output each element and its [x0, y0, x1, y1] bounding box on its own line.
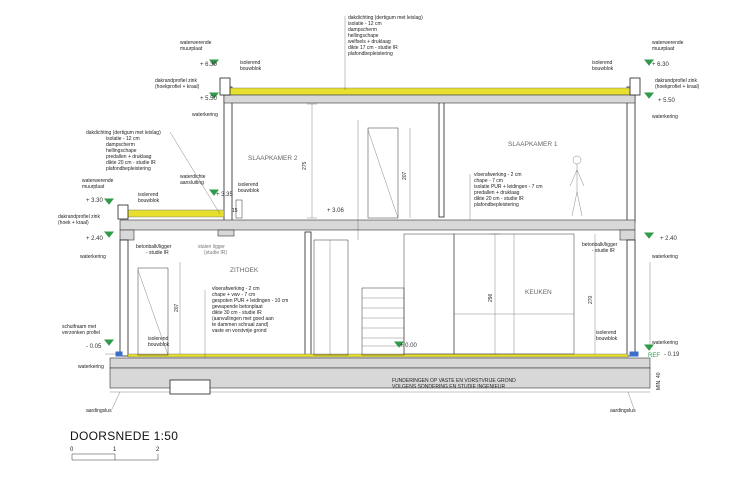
dim-15: 15: [232, 208, 238, 214]
ground-slab: [110, 358, 650, 368]
svg-text:(hoekprofiel + kraal): (hoekprofiel + kraal): [655, 84, 700, 90]
label-aardingslus-left: aardingslus: [86, 408, 112, 414]
partition-ground: [305, 232, 311, 355]
label-waterkering-ground-right: waterkering: [652, 340, 678, 346]
svg-text:bouwblok: bouwblok: [240, 66, 262, 72]
label-aardingslus-right: aardingslus: [610, 408, 636, 414]
level-306: + 3.06: [327, 208, 344, 214]
svg-text:muurplaat: muurplaat: [82, 184, 105, 190]
svg-text:bouwblok: bouwblok: [148, 342, 170, 348]
svg-text:isolatie - 12 cm: isolatie - 12 cm: [348, 21, 382, 27]
room-zithoek: ZITHOEK: [230, 267, 259, 274]
svg-text:(aanvullingen met goed aan: (aanvullingen met goed aan: [212, 316, 274, 322]
floor1-notes: [474, 172, 543, 208]
svg-text:dampscherm: dampscherm: [348, 27, 377, 33]
dim-296: 296: [488, 293, 494, 302]
label-daklijst-low: dakrandprofiel zink: [58, 214, 100, 220]
beam-right: [620, 230, 635, 240]
wall-ground-left: [120, 240, 128, 356]
label-stalen-ligger: stalen ligger: [198, 244, 225, 250]
svg-text:predallen + druklaag: predallen + druklaag: [106, 154, 152, 160]
partition-upper: [439, 102, 444, 217]
label-min40: MIN. 40: [656, 372, 662, 390]
svg-text:hellingschape: hellingschape: [348, 33, 379, 39]
label-betonbalk-right: betonbalk/ligger: [582, 242, 618, 248]
level-550-right: + 5.50: [658, 98, 675, 104]
svg-text:dikte 30 cm - studie IR: dikte 30 cm - studie IR: [212, 310, 262, 316]
room-keuken: KEUKEN: [525, 289, 552, 296]
wall-upper-left: [224, 87, 232, 222]
svg-text:vloerafwerking - 2 cm: vloerafwerking - 2 cm: [212, 286, 260, 292]
svg-text:predallen + druklaag: predallen + druklaag: [474, 190, 520, 196]
level-550-left: + 5.50: [200, 96, 217, 102]
svg-text:bouwblok: bouwblok: [238, 188, 260, 194]
ground-finish: [128, 354, 628, 357]
label-waterkering-right2: waterkering: [652, 254, 678, 260]
wall-upper-right: [627, 87, 635, 222]
roof-parapet-left: [220, 78, 230, 95]
ground-floor-notes: [212, 286, 288, 334]
door-hall: [314, 240, 348, 355]
svg-text:chape + vwv - 7 cm: chape + vwv - 7 cm: [212, 292, 256, 298]
scale-label-2: 2: [156, 447, 160, 453]
label-betonbalk-left: betonbalk/ligger: [136, 244, 172, 250]
kitchen-tall-units: [404, 234, 454, 354]
label-bouwblok-top-right: isolerend: [592, 60, 613, 66]
beam-left: [120, 230, 134, 240]
svg-text:dampscherm: dampscherm: [106, 142, 135, 148]
svg-text:(studie IR): (studie IR): [204, 250, 228, 256]
label-ref: REF: [648, 353, 660, 359]
svg-text:dakdichting (dertigum met leis: dakdichting (dertigum met leislag): [348, 15, 423, 21]
scale-label-1: 1: [113, 447, 117, 453]
svg-text:muurplaat: muurplaat: [180, 46, 203, 52]
svg-text:vloerafwerking - 2 cm: vloerafwerking - 2 cm: [474, 172, 522, 178]
roof-slab: [224, 95, 635, 103]
svg-text:welfsels + druklaag: welfsels + druklaag: [348, 39, 391, 45]
svg-text:plafondbepleistering: plafondbepleistering: [474, 202, 519, 208]
label-bouwblok-ground-right: isolerend: [596, 330, 617, 336]
svg-text:bouwblok: bouwblok: [592, 66, 614, 72]
dim-270: 270: [588, 295, 594, 304]
svg-text:aansluiting: aansluiting: [180, 180, 204, 186]
foundation-note-1: FUNDERINGEN OP VASTE EN VORSTVRIJE GROND: [392, 378, 516, 384]
level-marker-group: [105, 60, 653, 356]
label-waterwerende-left: waterwerende: [82, 178, 114, 184]
roof-parapet-right: [630, 78, 640, 95]
svg-text:muurplaat: muurplaat: [652, 46, 675, 52]
svg-text:vaste en vorstvrije grond: vaste en vorstvrije grond: [212, 328, 267, 334]
label-waterkering-ground-left: waterkering: [78, 364, 104, 370]
level-330: + 3.30: [86, 198, 103, 204]
person-icon: [570, 156, 584, 216]
room-slaapkamer1: SLAAPKAMER 1: [508, 141, 558, 148]
svg-text:gewapende betonplaat: gewapende betonplaat: [212, 304, 263, 310]
svg-text:plafondbepleistering: plafondbepleistering: [348, 51, 393, 57]
level-335: + 3.35: [216, 192, 233, 198]
scale-bar: [70, 447, 160, 460]
label-waterwerende-top: waterwerende: [180, 40, 212, 46]
svg-text:plafondbepleistering: plafondbepleistering: [106, 166, 151, 172]
svg-text:verzonken profiel: verzonken profiel: [62, 330, 101, 336]
foundation-beam-left: [170, 380, 210, 394]
svg-text:bouwblok: bouwblok: [596, 336, 618, 342]
label-waterkering-1: waterkering: [192, 112, 218, 118]
low-roof-insulation: [124, 210, 224, 217]
svg-text:(hoekprofiel + kraal): (hoekprofiel + kraal): [155, 84, 200, 90]
label-schuifraam: schuifraam met: [62, 324, 97, 330]
first-floor-slab: [120, 220, 635, 230]
svg-text:- studie IR: - studie IR: [592, 248, 615, 254]
svg-text:(hoek + kraal): (hoek + kraal): [58, 220, 89, 226]
dim-207: 207: [402, 171, 408, 180]
level-m005: - 0.05: [86, 344, 102, 350]
level-630-left: + 6.30: [200, 62, 217, 68]
room-slaapkamer2: SLAAPKAMER 2: [248, 155, 298, 162]
svg-text:chape - 7 cm: chape - 7 cm: [474, 178, 503, 184]
svg-text:bouwblok: bouwblok: [138, 198, 160, 204]
label-waterwerende-right: waterwerende: [652, 40, 684, 46]
svg-text:hellingschape: hellingschape: [106, 148, 137, 154]
level-m019: - 0.19: [664, 352, 680, 358]
wall-ground-right: [627, 240, 635, 356]
svg-text:dikte 20 cm - studie IR: dikte 20 cm - studie IR: [474, 196, 524, 202]
label-bouwblok-top-left: isolerend: [240, 60, 261, 66]
svg-text:isolatie - 12 cm: isolatie - 12 cm: [106, 136, 140, 142]
svg-text:gespoten PUR + leidingen - 10: gespoten PUR + leidingen - 10 cm: [212, 298, 289, 304]
beam-mid: [218, 230, 234, 236]
dim-207b: 207: [174, 303, 180, 312]
foundation-note-2: VOLGENS SONDERING EN STUDIE INGENIEUR: [392, 384, 506, 390]
drawing-title: DOORSNEDE 1:50: [70, 429, 179, 443]
roof-insulation: [226, 88, 634, 95]
svg-text:te dammen schraal zand): te dammen schraal zand): [212, 322, 269, 328]
level-630-right: + 6.30: [652, 62, 669, 68]
svg-text:- studie IR: - studie IR: [146, 250, 169, 256]
level-240-left: + 2.40: [86, 236, 103, 242]
dim-275: 275: [302, 161, 308, 170]
level-240-right: + 2.40: [660, 236, 677, 242]
label-daklijst-right: dakrandprofiel zink: [655, 78, 697, 84]
label-bouwblok-mid: isolerend: [238, 182, 259, 188]
label-waterkering-left: waterkering: [80, 254, 106, 260]
label-daklijst-left: dakrandprofiel zink: [155, 78, 197, 84]
svg-text:isolatie PUR + leidingen - 7 c: isolatie PUR + leidingen - 7 cm: [474, 184, 543, 190]
scale-label-0: 0: [70, 447, 74, 453]
label-waterdichte-aansluiting: waterdichte: [180, 174, 206, 180]
svg-text:dikte 20 cm - studie IR: dikte 20 cm - studie IR: [106, 160, 156, 166]
svg-text:dikte 17 cm - studie IR: dikte 17 cm - studie IR: [348, 45, 398, 51]
first-floor-roof-notes: [86, 130, 161, 172]
svg-text:dakdichting (dertigum met leis: dakdichting (dertigum met leislag): [86, 130, 161, 136]
level-000: + 0.00: [400, 343, 417, 349]
roof-notes: [348, 15, 423, 57]
low-roof-parapet: [118, 205, 128, 219]
label-bouwblok-left: isolerend: [138, 192, 159, 198]
label-bouwblok-ground-left: isolerend: [148, 336, 169, 342]
label-waterkering-right: waterkering: [652, 114, 678, 120]
